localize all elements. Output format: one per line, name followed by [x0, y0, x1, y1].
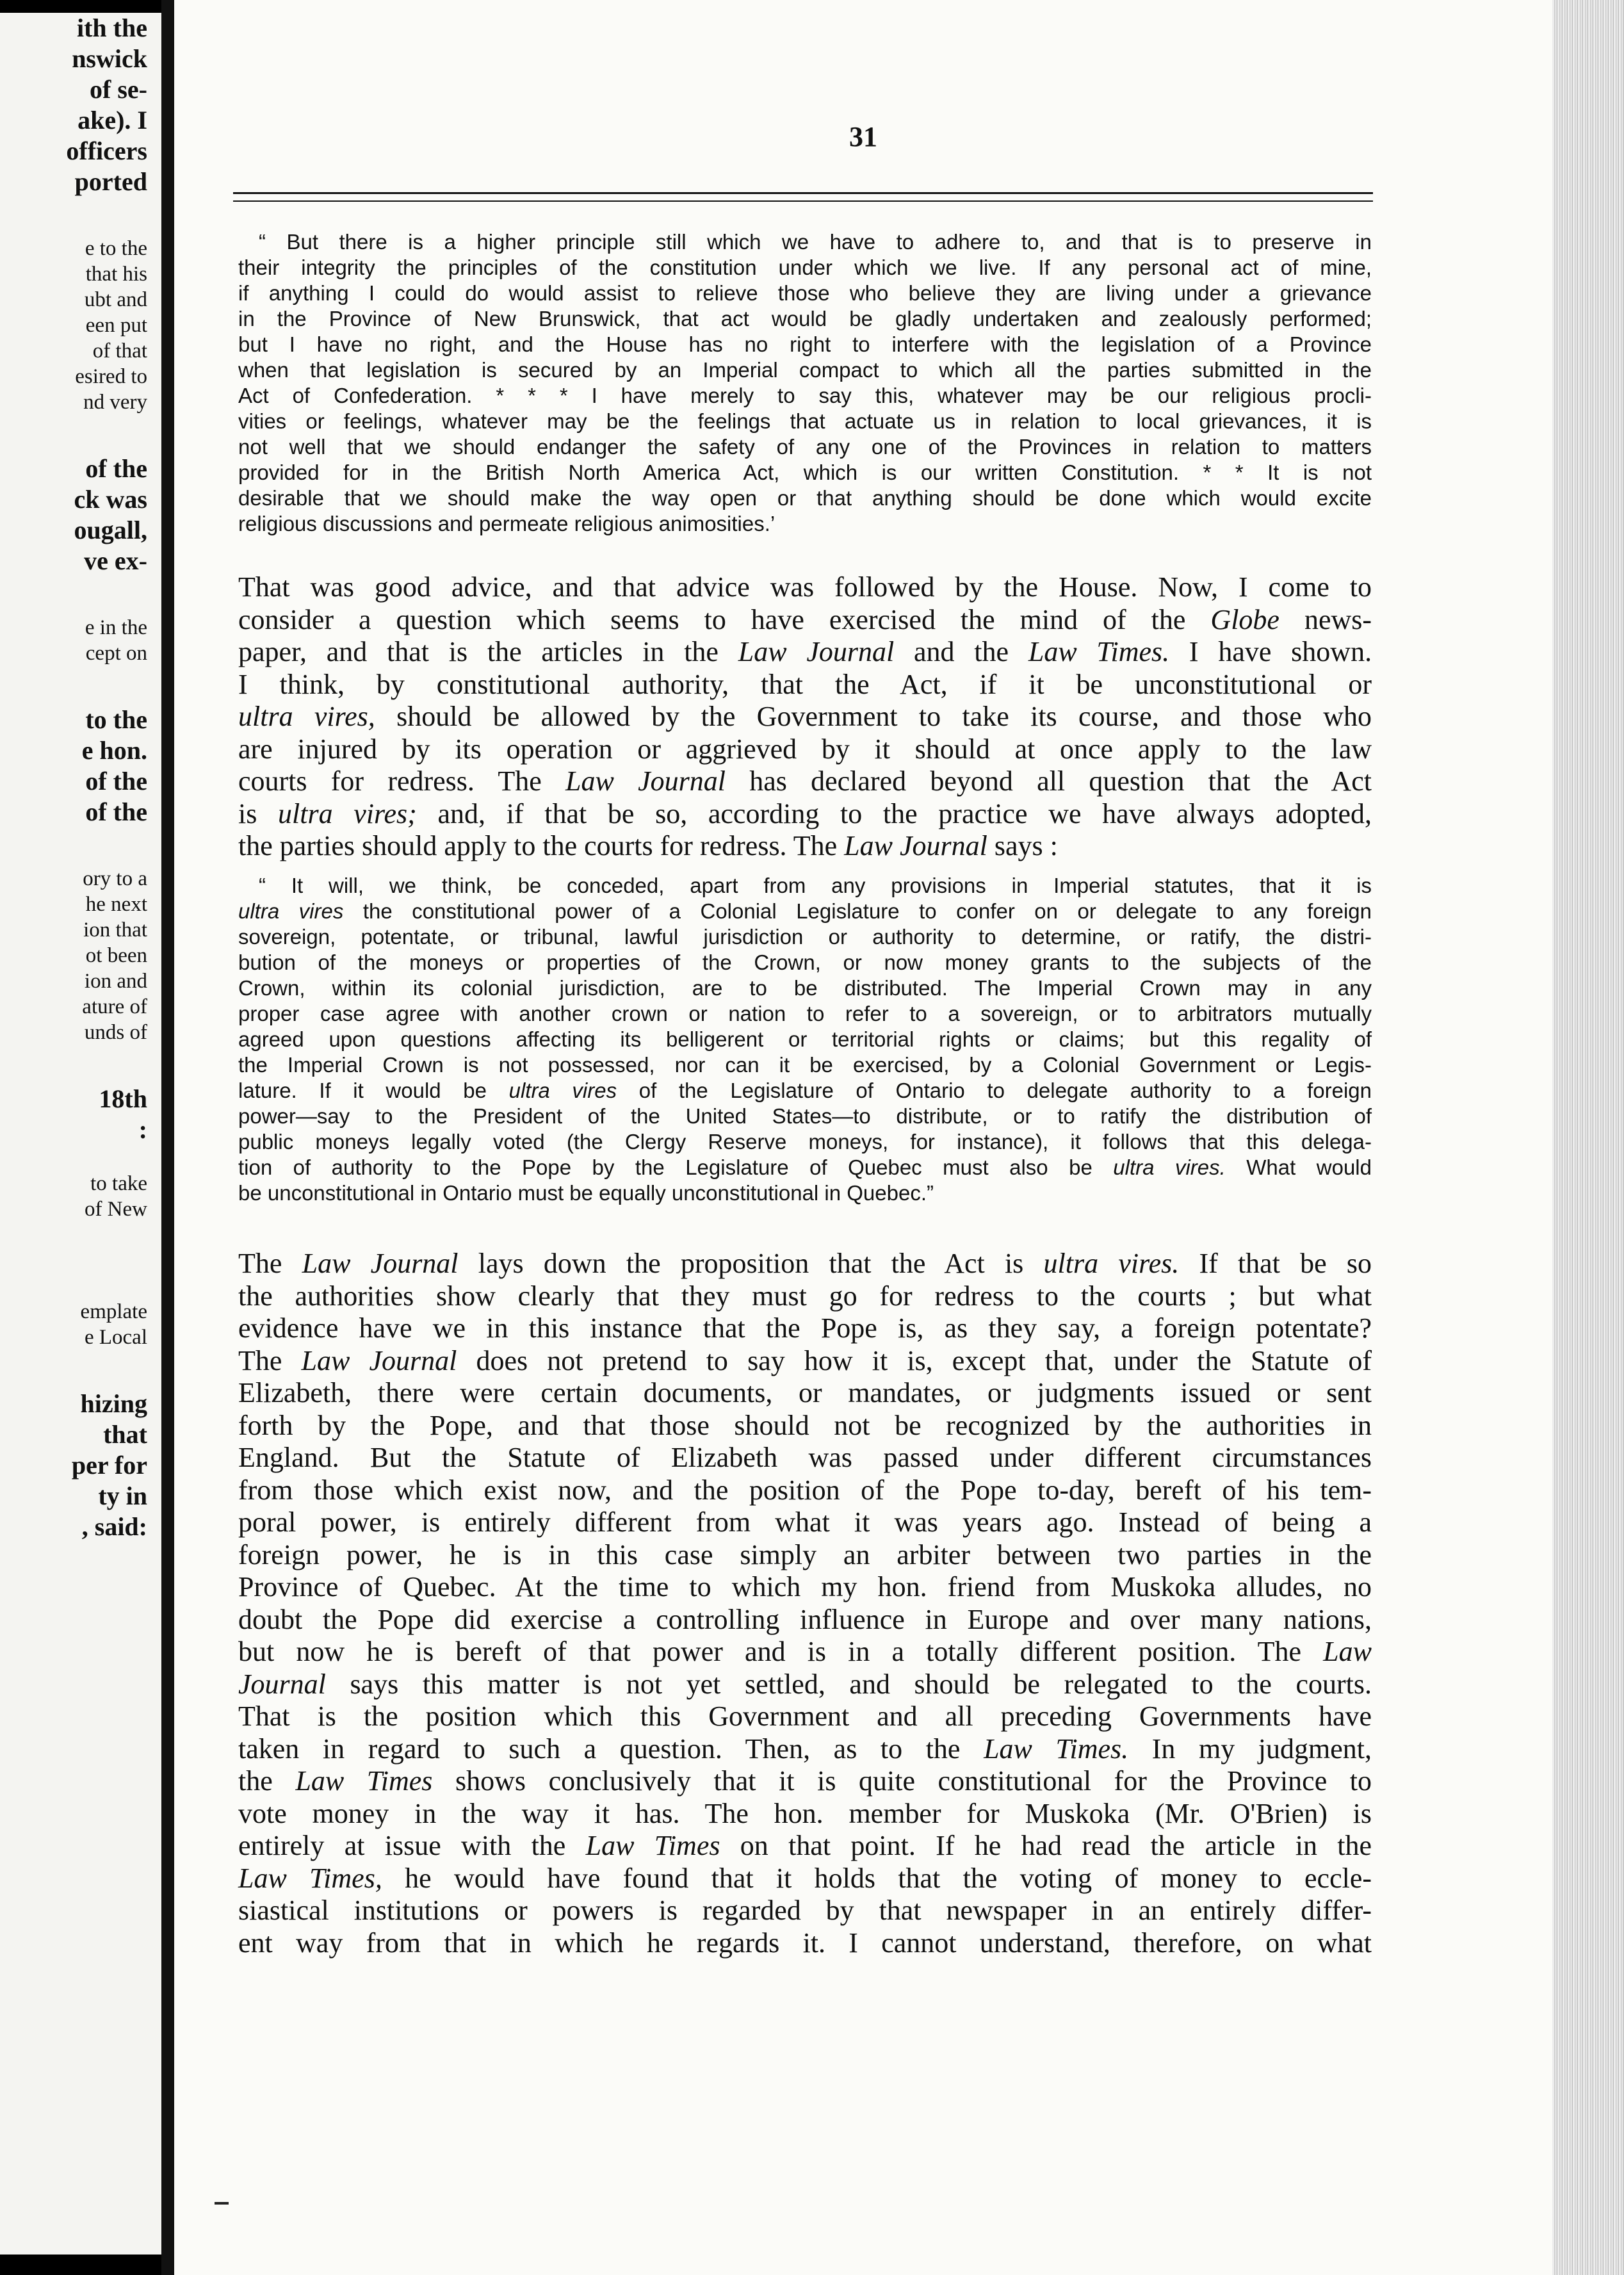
facing-page-line: ported [74, 167, 147, 196]
facing-page-line: ory to a [83, 867, 147, 890]
block-quote-1 [238, 229, 1372, 537]
text-line: the Law Times shows conclusively that it is quite constitutional for the Province to [238, 1765, 1372, 1797]
text-line: courts for redress. The Law Journal has declared beyond all question that the Act [238, 765, 1372, 797]
quote-line: lature. If it would be ultra vires of the Legislature of Ontario to delegate authority to a foreign [238, 1079, 1372, 1102]
facing-page-line: e Local [84, 1326, 147, 1349]
text-line: forth by the Pope, and that those should not be recognized by the authorities in [238, 1409, 1372, 1441]
facing-page-line: ake). I [77, 106, 147, 135]
quote-line: not well that we should endanger the safety of any one of the Provinces in relation to matters [238, 435, 1372, 459]
facing-page-line: to the [85, 705, 147, 734]
facing-page-line: : [138, 1115, 147, 1144]
facing-page-line: unds of [84, 1021, 147, 1044]
text-line: Elizabeth, there were certain documents, or mandates, or judgments issued or sent [238, 1377, 1372, 1408]
text-line: ent way from that in which he regards it. I cannot understand, therefore, on what [238, 1927, 1372, 1959]
facing-page-line: ubt and [84, 288, 147, 311]
header-rule-bottom [233, 200, 1373, 202]
facing-page-text [0, 13, 147, 1542]
facing-page-line: e hon. [81, 736, 147, 765]
quote-line: bution of the moneys or properties of the Crown, or now money grants to the subjects of the [238, 950, 1372, 974]
quote-line: Act of Confederation. * * * I have merely to say this, whatever may be our religious procli- [238, 384, 1372, 407]
line-gap [0, 666, 147, 705]
facing-page-line: ougall, [74, 516, 147, 544]
text-line: is ultra vires; and, if that be so, according to the practice we have always adopted, [238, 797, 1372, 829]
quote-line: “ It will, we think, be conceded, apart from any provisions in Imperial statutes, that it is [259, 874, 1372, 897]
facing-page-line: ith the [77, 13, 147, 42]
facing-page-line: , said: [81, 1512, 147, 1541]
text-line: I think, by constitutional authority, that the Act, if it be unconstitutional or [238, 668, 1372, 700]
text-line: The Law Journal does not pretend to say how it is, except that, under the Statute of [238, 1344, 1372, 1376]
line-gap [0, 1145, 147, 1171]
quote-line: tion of authority to the Pope by the Legislature of Quebec must also be ultra vires. What would [238, 1155, 1372, 1179]
quote-line: their integrity the principles of the constitution under which we live. If any personal act of mine, [238, 256, 1372, 279]
facing-page-line: of New [84, 1198, 147, 1221]
header-rule-top [233, 192, 1373, 194]
book-gutter [161, 0, 174, 2275]
facing-page-line: een put [85, 314, 147, 337]
quote-line: proper case agree with another crown or nation to refer to a sovereign, or to arbitrators mutually [238, 1002, 1372, 1025]
quote-line: desirable that we should make the way open or that anything should be done which would excite [238, 486, 1372, 510]
quote-line: the Imperial Crown is not possessed, nor can it be exercised, by a Colonial Government or Legis- [238, 1053, 1372, 1077]
quote-line: public moneys legally voted (the Clergy Reserve moneys, for instance), it follows that this delega- [238, 1130, 1372, 1154]
text-line: vote money in the way it has. The hon. member for Muskoka (Mr. O'Brien) is [238, 1797, 1372, 1829]
facing-page-line: emplate [80, 1300, 147, 1323]
text-line: entirely at issue with the Law Times on that point. If he had read the article in the [238, 1830, 1372, 1861]
text-line: but now he is bereft of that power and is in a totally different position. The Law [238, 1636, 1372, 1667]
page [174, 0, 1552, 2275]
text-line: foreign power, he is in this case simply an arbiter between two parties in the [238, 1538, 1372, 1570]
quote-line: in the Province of New Brunswick, that act would be gladly undertaken and zealously performed; [238, 307, 1372, 330]
facing-page-line: ion and [84, 970, 147, 993]
quote-line: if anything I could do would assist to relieve those who believe they are living under a grievance [238, 281, 1372, 305]
line-gap [0, 415, 147, 453]
facing-page-line: hizing [80, 1389, 147, 1418]
facing-page-line: of the [85, 767, 147, 795]
facing-page-line: to take [90, 1172, 147, 1195]
quote-line: be unconstitutional in Ontario must be equally unconstitutional in Quebec.” [238, 1181, 934, 1205]
facing-page-line: per for [71, 1451, 147, 1480]
paragraph-2 [238, 1248, 1372, 1959]
quote-line: but I have no right, and the House has no right to interfere with the legislation of a Province [238, 332, 1372, 356]
page-number: 31 [849, 121, 877, 152]
text-line: Province of Quebec. At the time to which my hon. friend from Muskoka alludes, no [238, 1571, 1372, 1602]
facing-page-line: of se- [90, 75, 147, 104]
facing-page-line: ature of [82, 995, 147, 1018]
text-line: poral power, is entirely different from what it was years ago. Instead of being a [238, 1506, 1372, 1538]
quote-line: vities or feelings, whatever may be the feelings that actuate us in relation to local grievances, it is [238, 409, 1372, 433]
text-line: The Law Journal lays down the proposition that the Act is ultra vires. If that be so [238, 1248, 1372, 1279]
facing-page-line: he next [85, 893, 147, 916]
facing-page-line: of the [85, 797, 147, 826]
line-gap [0, 828, 147, 866]
facing-page-line: of the [85, 454, 147, 483]
facing-page-line: esired to [75, 365, 147, 388]
text-line: consider a question which seems to have exercised the mind of the Globe news- [238, 603, 1372, 635]
quote-line: power—say to the President of the United States—to distribute, or to ratify the distribution of [238, 1104, 1372, 1128]
block-quote-2 [238, 873, 1372, 1206]
line-gap [0, 576, 147, 615]
facing-page-line: that [103, 1420, 147, 1449]
page-edges [1552, 0, 1624, 2275]
facing-page-fragment [0, 13, 161, 2255]
text-line: England. But the Statute of Elizabeth was passed under different circumstances [238, 1442, 1372, 1473]
quote-line: ultra vires the constitutional power of a Colonial Legislature to confer on or delegate to any foreign [238, 899, 1372, 923]
facing-page-line: ty in [98, 1481, 147, 1510]
facing-page-line: of that [92, 339, 147, 363]
facing-page-line: officers [66, 136, 147, 165]
line-gap [0, 1260, 147, 1299]
facing-page-line: cept on [85, 642, 147, 665]
text-line: evidence have we in this instance that the Pope is, as they say, a foreign potentate? [238, 1312, 1372, 1344]
line-gap [0, 1350, 147, 1389]
stray-mark [215, 2202, 229, 2205]
quote-line: “ But there is a higher principle still which we have to adhere to, and that is to preserve in [259, 230, 1372, 254]
quote-line: sovereign, potentate, or tribunal, lawful jurisdiction or authority to determine, or ratify, the distri- [238, 925, 1372, 949]
facing-page-line: that his [85, 263, 147, 286]
text-line: Journal says this matter is not yet settled, and should be relegated to the courts. [238, 1668, 1372, 1700]
quote-line: Crown, within its colonial jurisdiction, are to be distributed. The Imperial Crown may in any [238, 976, 1372, 1000]
quote-line: religious discussions and permeate religious animosities.’ [238, 512, 775, 535]
quote-line: agreed upon questions affecting its belligerent or territorial rights or claims; but this regality of [238, 1027, 1372, 1051]
text-line: are injured by its operation or aggrieved by it should at once apply to the law [238, 733, 1372, 765]
text-line: the parties should apply to the courts for redress. The Law Journal says : [238, 830, 1058, 861]
facing-page-line: ion that [83, 918, 147, 942]
facing-page-line: ck was [74, 485, 147, 514]
facing-page-line: e to the [85, 237, 147, 260]
text-line: the authorities show clearly that they must go for redress to the courts ; but what [238, 1280, 1372, 1312]
line-gap [0, 197, 147, 236]
quote-line: provided for in the British North America Act, which is our written Constitution. * * It is not [238, 461, 1372, 484]
text-line: That was good advice, and that advice was followed by the House. Now, I come to [238, 571, 1372, 603]
line-gap [0, 1222, 147, 1260]
text-line: paper, and that is the articles in the Law Journal and the Law Times. I have shown. [238, 636, 1372, 667]
text-line: ultra vires, should be allowed by the Government to take its course, and those who [238, 701, 1372, 732]
facing-page-line: 18th [99, 1084, 147, 1113]
text-line: from those which exist now, and the position of the Pope to-day, bereft of his tem- [238, 1474, 1372, 1506]
text-line: Law Times, he would have found that it holds that the voting of money to eccle- [238, 1862, 1372, 1894]
paragraph-1 [238, 571, 1372, 863]
facing-page-line: nswick [72, 44, 147, 73]
facing-page-line: ot been [85, 944, 147, 967]
facing-page-line: e in the [85, 616, 147, 639]
facing-page-line: ve ex- [84, 546, 147, 575]
text-line: siastical institutions or powers is regarded by that newspaper in an entirely differ- [238, 1895, 1372, 1926]
text-line: doubt the Pope did exercise a controlling influence in Europe and over many nations, [238, 1603, 1372, 1635]
facing-page-line: nd very [83, 391, 147, 414]
text-line: That is the position which this Government and all preceding Governments have [238, 1700, 1372, 1732]
quote-line: when that legislation is secured by an Imperial compact to which all the parties submitted in the [238, 358, 1372, 382]
text-line: taken in regard to such a question. Then, as to the Law Times. In my judgment, [238, 1733, 1372, 1765]
line-gap [0, 1045, 147, 1084]
